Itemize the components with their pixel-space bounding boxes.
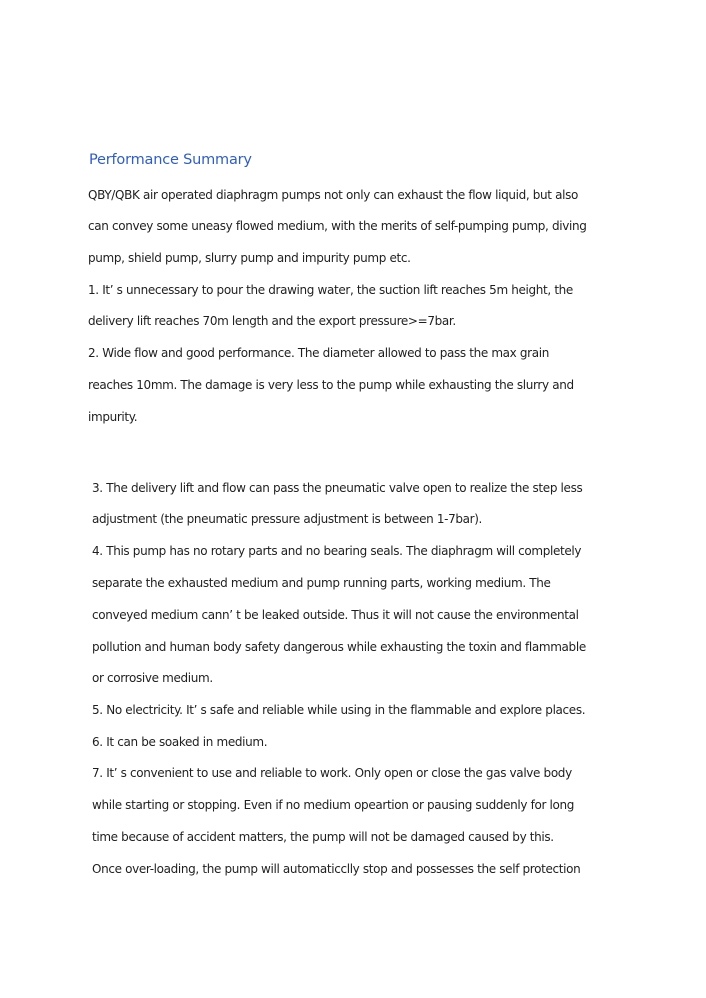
text-line: separate the exhausted medium and pump running parts, working medium. The <box>92 576 551 590</box>
text-line: 6. It can be soaked in medium. <box>92 735 268 749</box>
section-heading: Performance Summary <box>89 152 252 168</box>
text-line: 4. This pump has no rotary parts and no bearing seals. The diaphragm will completely <box>92 544 582 558</box>
text-line: pump, shield pump, slurry pump and impurity pump etc. <box>88 251 411 265</box>
text-line: 3. The delivery lift and flow can pass the pneumatic valve open to realize the step less <box>92 481 583 495</box>
text-line: 5. No electricity. It’ s safe and reliable while using in the flammable and explore places. <box>92 703 586 717</box>
text-line: pollution and human body safety dangerous while exhausting the toxin and flammable <box>92 640 586 654</box>
text-line: Once over-loading, the pump will automaticclly stop and possesses the self protection <box>92 862 581 876</box>
text-line: 1. It’ s unnecessary to pour the drawing water, the suction lift reaches 5m height, the <box>88 283 573 297</box>
text-line: 2. Wide flow and good performance. The diameter allowed to pass the max grain <box>88 346 549 360</box>
text-line: adjustment (the pneumatic pressure adjustment is between 1-7bar). <box>92 512 483 526</box>
text-line: impurity. <box>88 410 138 424</box>
text-line: QBY/QBK air operated diaphragm pumps not only can exhaust the flow liquid, but also <box>88 188 578 202</box>
text-line: delivery lift reaches 70m length and the export pressure>=7bar. <box>88 314 456 328</box>
text-line: conveyed medium cann’ t be leaked outside. Thus it will not cause the environmental <box>92 608 579 622</box>
text-line: reaches 10mm. The damage is very less to the pump while exhausting the slurry and <box>88 378 574 392</box>
text-line: can convey some uneasy flowed medium, with the merits of self-pumping pump, diving <box>88 219 587 233</box>
text-line: time because of accident matters, the pump will not be damaged caused by this. <box>92 830 554 844</box>
text-line: or corrosive medium. <box>92 671 213 685</box>
text-line: 7. It’ s convenient to use and reliable to work. Only open or close the gas valve body <box>92 766 572 780</box>
text-line: while starting or stopping. Even if no medium opeartion or pausing suddenly for long <box>92 798 575 812</box>
